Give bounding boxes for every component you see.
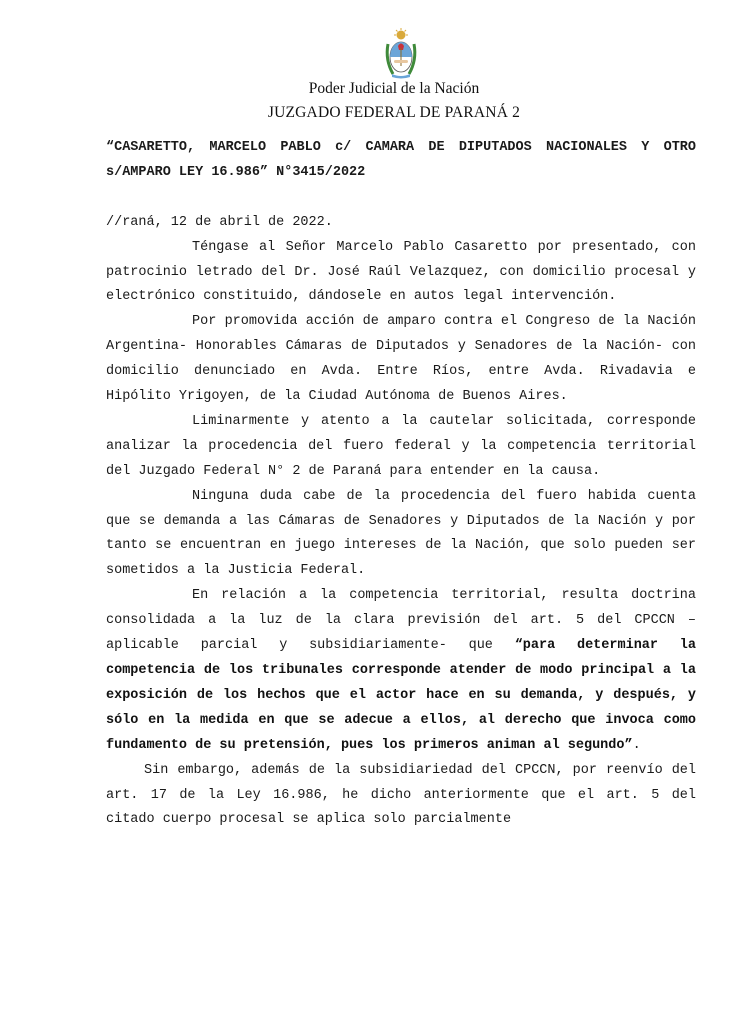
- paragraph-2: Por promovida acción de amparo contra el Congreso de la Nación Argentina- Honorables Cámaras de Diputados y Senadores de la Nación- con domicilio denunciado en Avda. Entre Ríos, entre Avda. Rivadavia e Hipólito Yrigoyen, de la Ciudad Autónoma de Buenos Aires.: [106, 314, 696, 405]
- paragraph-5-tail: .: [632, 737, 641, 753]
- court-header: JUZGADO FEDERAL DE PARANÁ 2: [267, 104, 521, 121]
- paragraph-6: Sin embargo, además de la subsidiariedad del CPCCN, por reenvío del art. 17 de la Ley 16.986, he dicho anteriormente que el art. 5 del citado cuerpo procesal se aplica solo parcialmente: [106, 762, 696, 828]
- paragraph-1: Téngase al Señor Marcelo Pablo Casaretto por presentado, con patrocinio letrado del Dr. José Raúl Velazquez, con domicilio procesal y electrónico constituido, dándosele en autos legal intervención.: [106, 239, 696, 305]
- case-title: “CASARETTO, MARCELO PABLO c/ CAMARA DE DIPUTADOS NACIONALES Y OTRO s/AMPARO LEY 16.986” N°3415/2022: [106, 140, 696, 180]
- dateline: //raná, 12 de abril de 2022.: [106, 214, 333, 230]
- document-body: [106, 136, 696, 833]
- coat-of-arms-argentina-icon: [383, 28, 419, 80]
- paragraph-5-lead: En relación a la competencia territorial, resulta doctrina consolidada a la luz de la clara previsión del art. 5 del CPCCN –aplicable parcial y subsidiariamente- que: [106, 588, 696, 654]
- paragraph-5-quote: “para determinar la competencia de los tribunales corresponde atender de modo principal a la exposición de los hechos que el actor hace en su demanda, y después, y sólo en la medida en que se adecue a ellos, al derecho que invoca como fundamento de su pretensión, pues los primeros animan al segundo”: [106, 638, 696, 753]
- paragraph-4: Ninguna duda cabe de la procedencia del fuero habida cuenta que se demanda a las Cámaras de Senadores y Diputados de la Nación y por tanto se encuentran en juego intereses de la Nación, que solo pueden ser sometidos a la Justicia Federal.: [106, 488, 696, 579]
- paragraph-3: Liminarmente y atento a la cautelar solicitada, corresponde analizar la procedencia del fuero federal y la competencia territorial del Juzgado Federal N° 2 de Paraná para entender en la causa.: [106, 413, 696, 479]
- institution-header: Poder Judicial de la Nación: [308, 80, 480, 97]
- paragraph-5: [106, 584, 696, 758]
